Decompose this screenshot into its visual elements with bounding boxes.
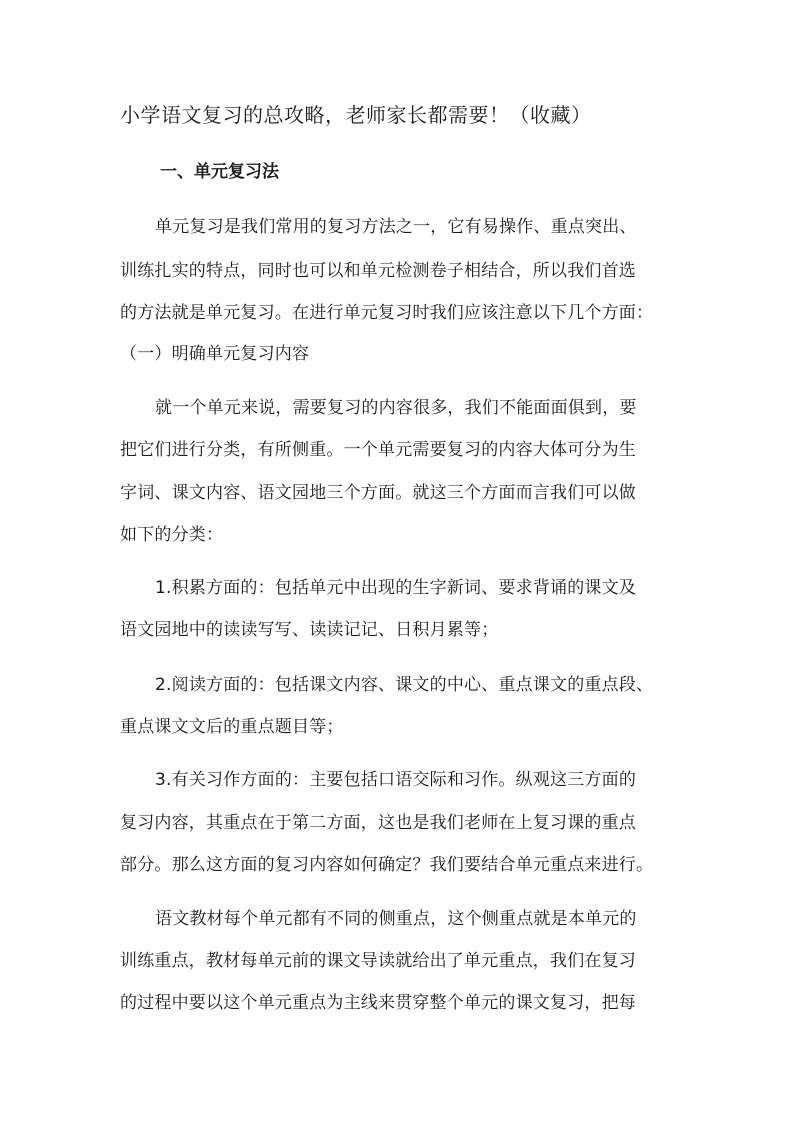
list-item-line: 1.积累方面的：包括单元中出现的生字新词、要求背诵的课文及	[155, 578, 637, 598]
subheading: （一）明确单元复习内容	[120, 344, 310, 364]
list-item-line: 语文园地中的读读写写、读读记记、日积月累等；	[120, 620, 499, 640]
paragraph-line: 如下的分类：	[120, 525, 224, 545]
paragraph-line: 字词、课文内容、语文园地三个方面。就这三个方面而言我们可以做	[120, 483, 636, 503]
document-title: 小学语文复习的总攻略，老师家长都需要！（收藏）	[120, 103, 592, 127]
paragraph-line: 单元复习是我们常用的复习方法之一，它有易操作、重点突出、	[155, 217, 637, 237]
list-item-line: 3.有关习作方面的：主要包括口语交际和习作。纵观这三方面的	[155, 770, 637, 790]
paragraph-line: 的过程中要以这个单元重点为主线来贯穿整个单元的课文复习，把每	[120, 993, 636, 1013]
paragraph-line: 语文教材每个单元都有不同的侧重点，这个侧重点就是本单元的	[155, 909, 637, 929]
list-item-line: 复习内容，其重点在于第二方面，这也是我们老师在上复习课的重点	[120, 813, 636, 833]
list-item-line: 部分。那么这方面的复习内容如何确定？我们要结合单元重点来进行。	[120, 855, 654, 875]
paragraph-line: 把它们进行分类，有所侧重。一个单元需要复习的内容大体可分为生	[120, 440, 636, 460]
section-heading: 一、单元复习法	[160, 162, 279, 182]
list-item-line: 2.阅读方面的：包括课文内容、课文的中心、重点课文的重点段、	[155, 675, 654, 695]
paragraph-line: 就一个单元来说，需要复习的内容很多，我们不能面面俱到，要	[155, 398, 637, 418]
paragraph-line: 的方法就是单元复习。在进行单元复习时我们应该注意以下几个方面：	[120, 303, 654, 323]
paragraph-line: 训练重点，教材每单元前的课文导读就给出了单元重点，我们在复习	[120, 951, 636, 971]
paragraph-line: 训练扎实的特点，同时也可以和单元检测卷子相结合，所以我们首选	[120, 261, 636, 281]
list-item-line: 重点课文文后的重点题目等；	[120, 717, 344, 737]
